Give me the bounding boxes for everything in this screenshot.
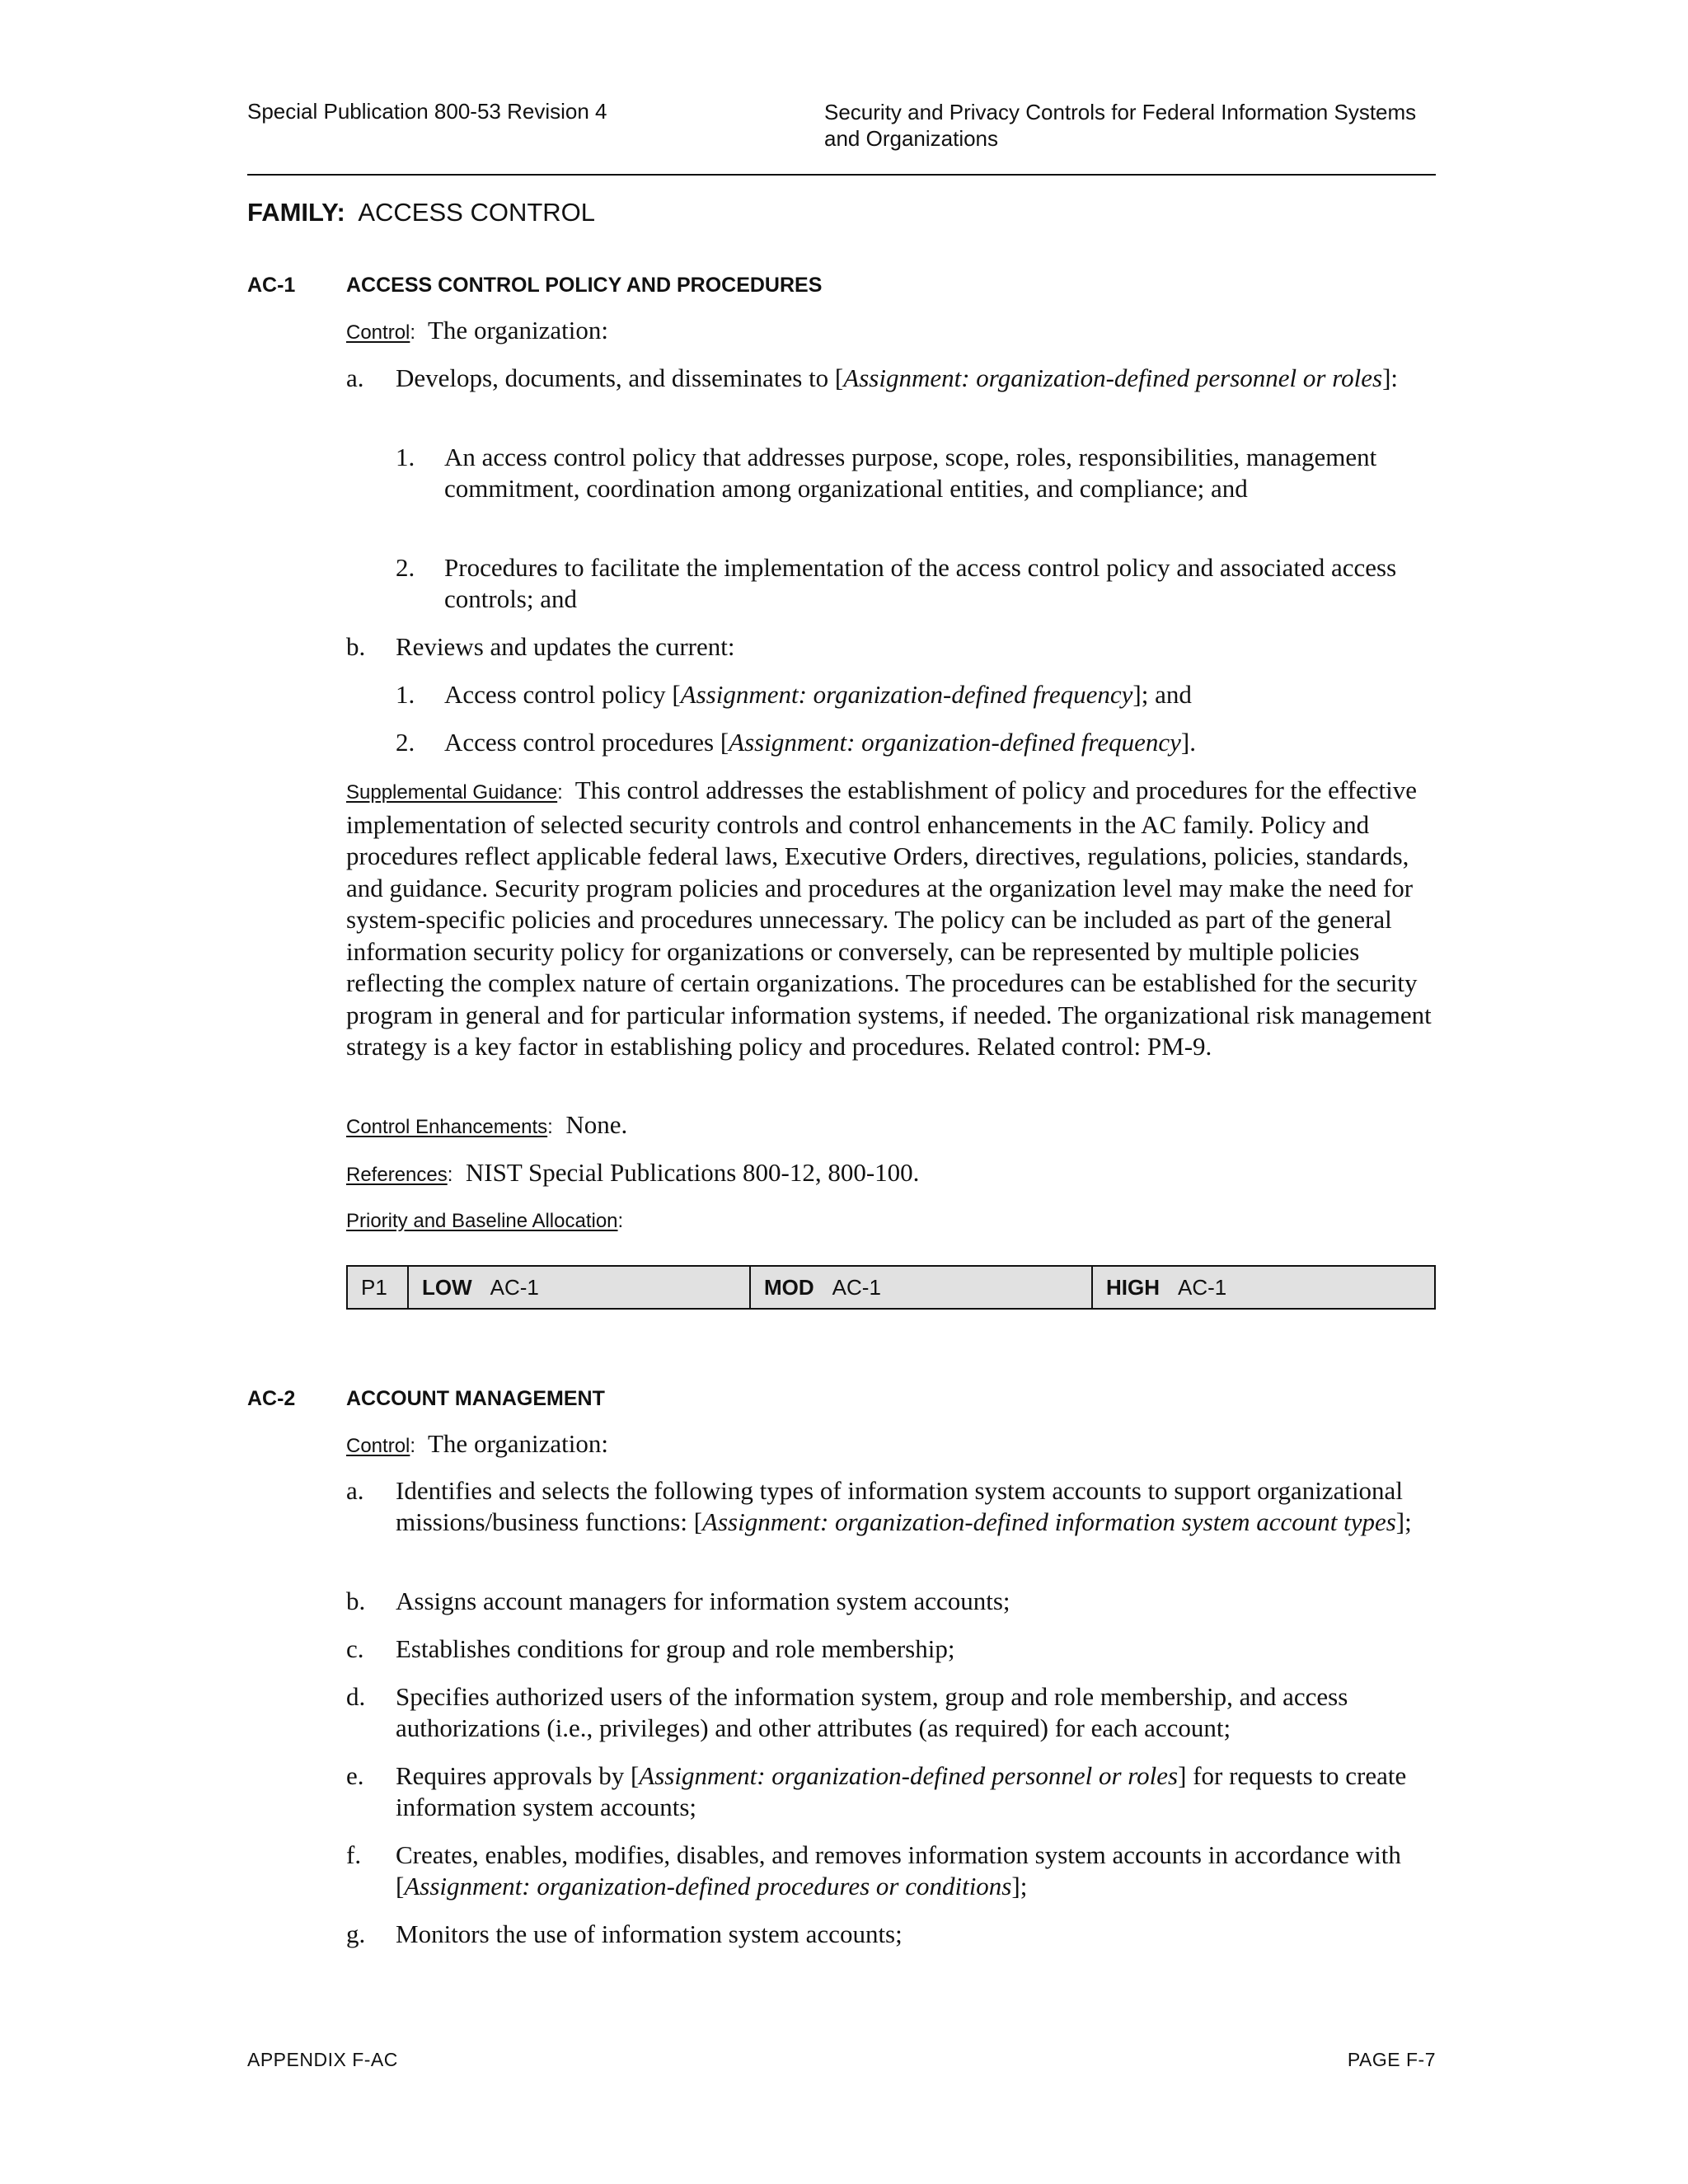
baseline-low-value: AC-1 bbox=[490, 1274, 539, 1300]
baseline-mod-cell bbox=[751, 1267, 1093, 1308]
baseline-high-value: AC-1 bbox=[1178, 1274, 1227, 1300]
baseline-low-label: LOW bbox=[422, 1274, 472, 1300]
ac2-item-f-marker: f. bbox=[346, 1840, 362, 1869]
ac2-item-g-text: Monitors the use of information system accounts; bbox=[396, 1919, 903, 1948]
ac1-supplemental-label: Supplemental Guidance bbox=[346, 781, 558, 804]
ac2-item-c-marker: c. bbox=[346, 1634, 364, 1663]
ac2-item-f bbox=[346, 1840, 1436, 1905]
ac2-item-f-text: Creates, enables, modifies, disables, and removes information system accounts in accordance with [ bbox=[396, 1840, 1401, 1900]
ac1-item-b bbox=[346, 631, 1436, 664]
ac1-priority-label: Priority and Baseline Allocation bbox=[346, 1210, 618, 1232]
ac1-control-label: Control bbox=[346, 321, 410, 344]
ac2-item-a-marker: a. bbox=[346, 1476, 364, 1505]
ac1-item-a-assignment: Assignment: organization-defined personnel or roles bbox=[843, 363, 1383, 392]
ac1-enhancements-text: None. bbox=[565, 1110, 628, 1139]
ac1-references: References: NIST Special Publications 800-12, 800-100. bbox=[346, 1158, 920, 1187]
ac1-supplemental-text: This control addresses the establishment of policy and procedures for the effective implementation of selected security controls and control enhancements in the AC family. Policy and procedures reflect applicable federal laws, Executive Orders, directives, regulations, policies, standards, and guidance. Security program policies and procedures at the organization level may make the need for system-specific policies and procedures unnecessary. The policy can be included as part of the general information security policy for organizations or conversely, can be represented by multiple policies reflecting the complex nature of certain organizations. The procedures can be established for the security program in general and for particular information systems, if needed. The organizational risk management strategy is a key factor in establishing policy and procedures. Related control: PM-9. bbox=[346, 776, 1432, 1061]
baseline-mod-value: AC-1 bbox=[832, 1274, 881, 1300]
ac1-references-label: References bbox=[346, 1164, 448, 1186]
ac1-item-a2-text: Procedures to facilitate the implementation of the access control policy and associated access controls; and bbox=[444, 553, 1397, 613]
ac1-title: ACCESS CONTROL POLICY AND PROCEDURES bbox=[346, 274, 823, 297]
ac1-item-b2-assignment: Assignment: organization-defined frequency bbox=[729, 728, 1181, 757]
ac1-item-a-post: ]: bbox=[1382, 363, 1399, 392]
footer-page-number: PAGE F-7 bbox=[1347, 2049, 1436, 2070]
header-publication: Special Publication 800-53 Revision 4 bbox=[247, 99, 607, 124]
family-name: ACCESS CONTROL bbox=[358, 198, 596, 227]
family-label: FAMILY: bbox=[247, 198, 345, 227]
ac1-item-a1-marker: 1. bbox=[396, 443, 415, 471]
ac2-item-d-marker: d. bbox=[346, 1682, 366, 1711]
header-title-line2: and Organizations bbox=[824, 126, 999, 151]
header-title bbox=[824, 99, 1451, 152]
ac1-item-b1-text: Access control policy [ bbox=[444, 680, 681, 709]
ac1-item-a2 bbox=[396, 552, 1436, 618]
ac2-item-b-marker: b. bbox=[346, 1586, 366, 1615]
ac1-item-a2-marker: 2. bbox=[396, 553, 415, 582]
ac2-item-f-post: ]; bbox=[1011, 1872, 1028, 1900]
ac2-item-d-text: Specifies authorized users of the information system, group and role membership, and access authorizations (i.e., privileges) and other attributes (as required) for each account; bbox=[396, 1682, 1348, 1742]
ac2-control-label: Control bbox=[346, 1435, 410, 1457]
ac1-item-a1 bbox=[396, 442, 1436, 539]
ac1-item-a1-text: An access control policy that addresses purpose, scope, roles, responsibilities, management commitment, coordination among organizational entities, and compliance; and bbox=[444, 443, 1377, 503]
ac2-control-intro: The organization: bbox=[428, 1429, 608, 1458]
ac2-item-e-assignment: Assignment: organization-defined personnel or roles bbox=[639, 1761, 1179, 1790]
ac2-item-b bbox=[346, 1586, 1436, 1619]
family-heading bbox=[247, 198, 595, 227]
ac2-item-e-text: Requires approvals by [ bbox=[396, 1761, 640, 1790]
ac1-supplemental: Supplemental Guidance: This control addresses the establishment of policy and procedures for the effective implementation of selected security controls and control enhancements in the AC family. Policy and procedures reflect applicable federal laws, Executive Orders, directives, regulations, policies, standards, and guidance. Security program policies and procedures at the organization level may make the need for system-specific policies and procedures unnecessary. The policy can be included as part of the general information security policy for organizations or conversely, can be represented by multiple policies reflecting the complex nature of certain organizations. The procedures can be established for the security program in general and for particular information systems, if needed. The organizational risk management strategy is a key factor in establishing policy and procedures. Related control: PM-9. bbox=[346, 776, 1432, 1061]
ac1-item-a bbox=[346, 363, 1436, 429]
ac1-item-b1 bbox=[396, 679, 1436, 712]
baseline-priority-cell bbox=[348, 1267, 409, 1308]
baseline-high-label: HIGH bbox=[1106, 1274, 1160, 1300]
ac2-item-a-text: Identifies and selects the following types of information system accounts to support organizational missions/business functions: [ bbox=[396, 1476, 1403, 1536]
ac2-item-e bbox=[346, 1760, 1436, 1826]
ac1-references-text: NIST Special Publications 800-12, 800-100. bbox=[465, 1158, 920, 1187]
ac2-item-e-post: ] for requests to create information system accounts; bbox=[396, 1761, 1407, 1821]
ac1-item-b1-assignment: Assignment: organization-defined frequency bbox=[680, 680, 1133, 709]
ac1-item-a-marker: a. bbox=[346, 363, 364, 392]
baseline-high-cell bbox=[1093, 1267, 1434, 1308]
ac1-item-b-marker: b. bbox=[346, 632, 366, 661]
ac2-item-g-marker: g. bbox=[346, 1919, 366, 1948]
ac1-enhancements-label: Control Enhancements bbox=[346, 1116, 548, 1138]
ac2-item-f-assignment: Assignment: organization-defined procedures or conditions bbox=[404, 1872, 1012, 1900]
header-rule bbox=[247, 174, 1436, 176]
baseline-priority: P1 bbox=[361, 1274, 387, 1300]
ac2-item-a-post: ]; bbox=[1395, 1507, 1412, 1536]
ac1-item-b1-post: ]; and bbox=[1132, 680, 1192, 709]
ac2-item-c bbox=[346, 1633, 1436, 1666]
ac1-priority: Priority and Baseline Allocation: bbox=[346, 1210, 624, 1232]
baseline-allocation-table bbox=[346, 1265, 1436, 1310]
ac2-item-d bbox=[346, 1681, 1436, 1747]
ac1-control-intro: The organization: bbox=[428, 316, 608, 344]
footer-appendix: APPENDIX F-AC bbox=[247, 2049, 398, 2070]
baseline-mod-label: MOD bbox=[764, 1274, 814, 1300]
ac2-item-c-text: Establishes conditions for group and role membership; bbox=[396, 1634, 955, 1663]
ac2-item-g bbox=[346, 1919, 1436, 1952]
ac2-item-a-assignment: Assignment: organization-defined information system account types bbox=[702, 1507, 1396, 1536]
ac2-id: AC-2 bbox=[247, 1387, 296, 1410]
ac1-item-b2-text: Access control procedures [ bbox=[444, 728, 729, 757]
ac1-item-b2-marker: 2. bbox=[396, 728, 415, 757]
baseline-low-cell bbox=[409, 1267, 751, 1308]
ac2-control: Control: The organization: bbox=[346, 1429, 608, 1458]
ac1-item-b-text: Reviews and updates the current: bbox=[396, 632, 735, 661]
ac1-item-b2-post: ]. bbox=[1180, 728, 1196, 757]
ac1-control: Control: The organization: bbox=[346, 316, 608, 344]
ac2-item-e-marker: e. bbox=[346, 1761, 364, 1790]
ac2-item-b-text: Assigns account managers for information system accounts; bbox=[396, 1586, 1010, 1615]
ac1-item-b2 bbox=[396, 727, 1436, 760]
header-title-line1: Security and Privacy Controls for Federal Information Systems bbox=[824, 100, 1417, 124]
ac1-id: AC-1 bbox=[247, 274, 296, 297]
ac1-item-a-text: Develops, documents, and disseminates to [ bbox=[396, 363, 844, 392]
ac2-title: ACCOUNT MANAGEMENT bbox=[346, 1387, 605, 1410]
ac2-item-a bbox=[346, 1475, 1436, 1572]
ac1-item-b1-marker: 1. bbox=[396, 680, 415, 709]
ac1-enhancements: Control Enhancements: None. bbox=[346, 1110, 628, 1139]
